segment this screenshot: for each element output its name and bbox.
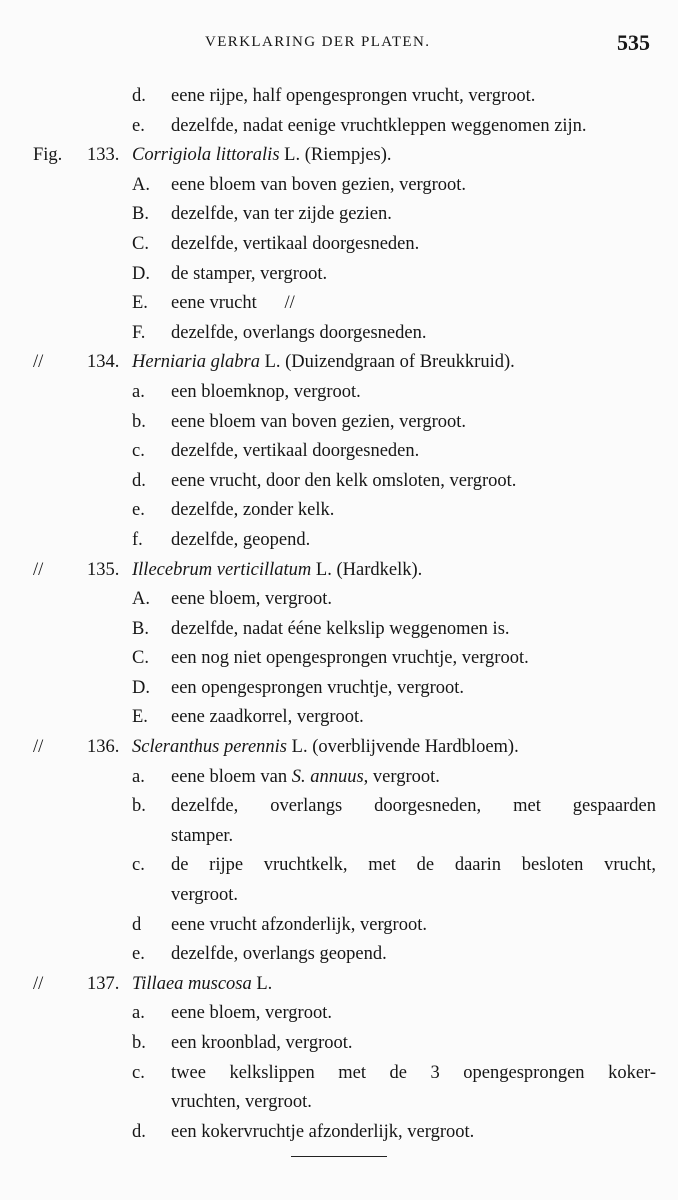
item-label: f. (132, 529, 143, 550)
item-label: A. (132, 589, 150, 610)
item-label: e. (132, 944, 145, 965)
description: L. (overblijvende Hardbloem). (287, 737, 519, 758)
figure-heading (0, 141, 678, 171)
figure-prefix: // (33, 352, 44, 373)
item-label: a. (132, 766, 145, 787)
legend-line (0, 615, 678, 645)
description: een opengesprongen vruchtje, vergroot. (171, 677, 464, 698)
description: eene bloem, vergroot. (171, 1003, 332, 1024)
item-label: E. (132, 293, 148, 314)
legend-line (0, 1088, 678, 1118)
page-header (0, 30, 678, 58)
legend-line (0, 200, 678, 230)
figure-number: 134. (87, 352, 120, 373)
legend-line (0, 289, 678, 319)
description: dezelfde, van ter zijde gezien. (171, 204, 392, 225)
legend-line (0, 822, 678, 852)
item-text (171, 619, 510, 640)
description: de rijpe vruchtkelk, met de daarin besloten vrucht, (171, 855, 656, 876)
legend-line (0, 792, 678, 822)
description: dezelfde, vertikaal doorgesneden. (171, 233, 420, 254)
legend-line (0, 467, 678, 497)
description: eene vrucht afzonderlijk, vergroot. (171, 914, 427, 935)
running-title: VERKLARING DER PLATEN. (205, 34, 431, 50)
item-label: b. (132, 1033, 146, 1053)
item-label: B. (132, 204, 149, 225)
figure-prefix: // (33, 737, 44, 758)
item-text (171, 264, 327, 285)
item-text (171, 796, 656, 817)
description: stamper. (171, 825, 234, 846)
item-text (171, 767, 440, 788)
legend-line (0, 999, 678, 1029)
item-text (171, 204, 392, 225)
legend-line (0, 1059, 678, 1089)
legend-line (0, 437, 678, 467)
item-label: B. (132, 618, 149, 639)
figure-number: 135. (87, 559, 120, 580)
item-text (171, 707, 364, 728)
item-label: D. (132, 677, 150, 698)
item-text (171, 1003, 332, 1024)
description: L. (251, 973, 273, 994)
legend-line (0, 82, 678, 112)
legend-line (0, 378, 678, 408)
legend-line (0, 881, 678, 911)
description: dezelfde, geopend. (171, 529, 311, 550)
legend-line (0, 585, 678, 615)
legend-line (0, 940, 678, 970)
description: een nog niet opengesprongen vruchtje, vergroot. (171, 648, 529, 669)
item-text (171, 678, 464, 699)
item-label: a. (132, 1003, 145, 1024)
description: L. (Riempjes). (279, 145, 392, 166)
description: eene vrucht, door den kelk omsloten, vergroot. (171, 470, 517, 491)
item-text (171, 471, 516, 492)
item-text (171, 500, 334, 521)
description: dezelfde, overlangs doorgesneden, met gespaarden (171, 796, 656, 817)
item-label: d. (132, 1121, 146, 1142)
item-text (171, 1092, 312, 1113)
item-label: c. (132, 1062, 145, 1083)
legend-line (0, 763, 678, 793)
item-label: c. (132, 441, 145, 462)
item-label: C. (132, 233, 149, 254)
taxon-name: Scleranthus perennis (132, 737, 288, 758)
description: eene vrucht // (171, 293, 295, 314)
legend-line (0, 526, 678, 556)
taxon-name: Corrigiola littoralis (132, 145, 280, 166)
legend-line (0, 112, 678, 142)
legend-line (0, 496, 678, 526)
item-text (171, 855, 656, 876)
figure-prefix: Fig. (33, 145, 63, 166)
item-text (132, 737, 519, 758)
figure-prefix: // (33, 973, 44, 994)
legend-line (0, 171, 678, 201)
description: L. (Duizendgraan of Breukkruid). (259, 352, 515, 373)
item-text (171, 944, 387, 965)
item-text (171, 589, 332, 610)
description: dezelfde, vertikaal doorgesneden. (171, 441, 420, 462)
item-label: c. (132, 855, 145, 876)
description: een kokervruchtje afzonderlijk, vergroot. (171, 1121, 475, 1142)
legend-line (0, 1118, 678, 1148)
description: vergroot. (171, 885, 238, 906)
taxon-name: S. annuus (291, 766, 364, 787)
item-label: b. (132, 796, 146, 817)
description: , vergroot. (363, 766, 440, 787)
figure-heading (0, 556, 678, 586)
plate-explanations (0, 82, 678, 1147)
item-text (171, 175, 466, 196)
description: L. (Hardkelk). (311, 559, 423, 580)
description: eene bloem, vergroot. (171, 589, 332, 610)
description: eene bloem van boven gezien, vergroot. (171, 411, 467, 432)
end-rule (291, 1156, 387, 1157)
description: eene zaadkorrel, vergroot. (171, 707, 364, 728)
legend-line (0, 230, 678, 260)
taxon-name: Herniaria glabra (132, 352, 260, 373)
description: dezelfde, zonder kelk. (171, 500, 335, 521)
item-text (171, 86, 535, 107)
item-label: D. (132, 263, 150, 284)
text-before: eene bloem van (171, 766, 292, 787)
item-text (132, 974, 272, 995)
item-text (132, 145, 392, 166)
figure-prefix: // (33, 559, 44, 580)
item-label: b. (132, 411, 146, 432)
legend-line (0, 674, 678, 704)
figure-heading (0, 733, 678, 763)
figure-heading (0, 348, 678, 378)
description: vruchten, vergroot. (171, 1092, 312, 1113)
item-label: e. (132, 500, 145, 521)
item-text (171, 915, 427, 936)
legend-line (0, 911, 678, 941)
item-label: a. (132, 381, 145, 402)
item-label: d. (132, 470, 146, 491)
item-label: d (132, 914, 142, 935)
item-text (171, 885, 238, 906)
legend-line (0, 408, 678, 438)
description: de stamper, vergroot. (171, 263, 328, 284)
item-text (171, 441, 419, 462)
description: een bloemknop, vergroot. (171, 381, 361, 402)
figure-number: 136. (87, 737, 120, 758)
description: twee kelkslippen met de 3 opengesprongen koker- (171, 1062, 656, 1083)
taxon-name: Illecebrum verticillatum (132, 559, 312, 580)
description: dezelfde, nadat eenige vruchtkleppen weggenomen zijn. (171, 115, 587, 136)
item-label: E. (132, 707, 148, 728)
item-text (171, 412, 466, 433)
legend-line (0, 851, 678, 881)
description: dezelfde, overlangs doorgesneden. (171, 322, 427, 343)
item-text (171, 1122, 474, 1143)
legend-line (0, 1029, 678, 1059)
description: dezelfde, overlangs geopend. (171, 944, 387, 965)
item-text (132, 560, 422, 581)
item-text (171, 293, 295, 314)
figure-number: 133. (87, 145, 120, 166)
page-number: 535 (617, 30, 650, 55)
legend-line (0, 319, 678, 349)
item-label: F. (132, 322, 146, 343)
item-text (171, 382, 361, 403)
item-text (171, 1063, 656, 1084)
item-text (171, 323, 426, 344)
description: dezelfde, nadat ééne kelkslip weggenomen is. (171, 618, 510, 639)
description: eene rijpe, half opengesprongen vrucht, vergroot. (171, 86, 536, 106)
item-text (171, 648, 529, 669)
legend-line (0, 703, 678, 733)
item-text (171, 826, 233, 847)
item-label: e. (132, 115, 145, 136)
item-text (132, 352, 515, 373)
item-text (171, 1033, 353, 1054)
item-label: A. (132, 174, 150, 195)
item-label: d. (132, 86, 146, 106)
legend-line (0, 260, 678, 290)
figure-number: 137. (87, 973, 120, 994)
description: eene bloem van boven gezien, vergroot. (171, 174, 467, 195)
taxon-name: Tillaea muscosa (132, 973, 252, 994)
item-label: C. (132, 648, 149, 669)
description: een kroonblad, vergroot. (171, 1033, 353, 1053)
item-text (171, 116, 587, 137)
item-text (171, 234, 419, 255)
item-text (171, 530, 310, 551)
legend-line (0, 644, 678, 674)
figure-heading (0, 970, 678, 1000)
